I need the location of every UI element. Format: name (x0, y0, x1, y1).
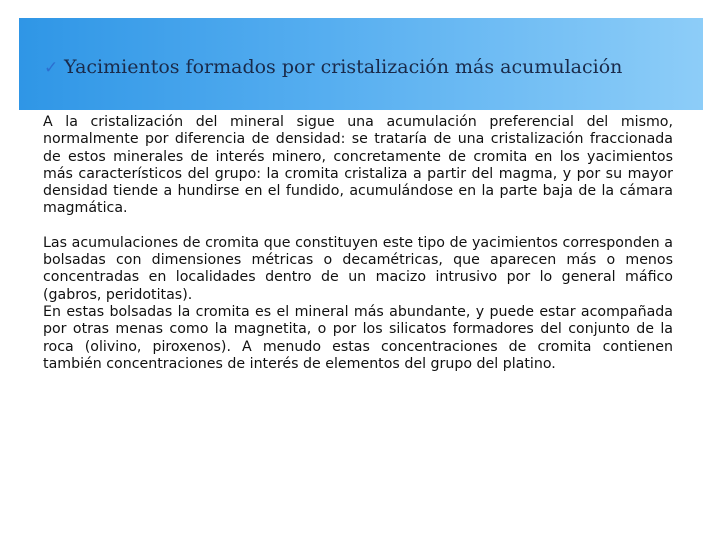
slide-title: Yacimientos formados por cristalización más acumulación (64, 56, 623, 78)
checkmark-icon: ✓ (44, 58, 59, 78)
slide-body (43, 114, 673, 373)
slide-title-row (44, 56, 622, 78)
paragraph-2: Las acumulaciones de cromita que constituyen este tipo de yacimientos corresponden a bolsadas con dimensiones métricas o decamétricas, que aparecen más o menos concentradas en localidades dentro de un macizo intrusivo por lo general máfico (gabros, peridotitas). (43, 234, 673, 303)
paragraph-3: En estas bolsadas la cromita es el mineral más abundante, y puede estar acompañada por otras menas como la magnetita, o por los silicatos formadores del conjunto de la roca (olivino, piroxenos). A menudo estas concentraciones de cromita contienen también concentraciones de interés de elementos del grupo del platino. (43, 303, 673, 372)
paragraph-1: A la cristalización del mineral sigue una acumulación preferencial del mismo, normalmente por diferencia de densidad: se trataría de una cristalización fraccionada de estos minerales de interés minero, concretamente de cromita en los yacimientos más característicos del grupo: la cromita cristaliza a partir del magma, y por su mayor densidad tiende a hundirse en el fundido, acumulándose en la parte baja de la cámara magmática. (43, 114, 673, 217)
